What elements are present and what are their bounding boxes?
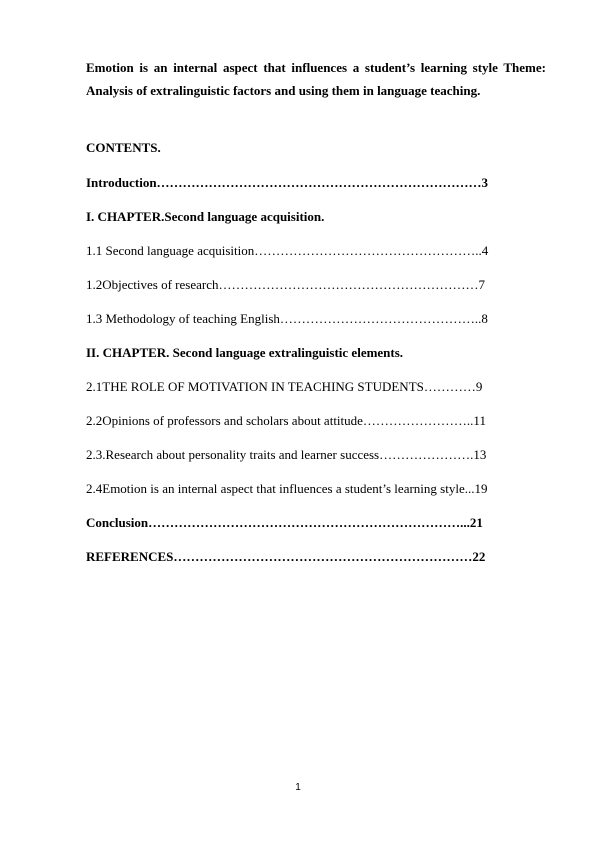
toc-entry-2-1: 2.1THE ROLE OF MOTIVATION IN TEACHING STUDENTS…………9: [86, 379, 483, 394]
toc-entry-2-4: 2.4Emotion is an internal aspect that influences a student’s learning style...19: [86, 481, 488, 496]
page-number: 1: [295, 782, 301, 793]
toc-entry-2-2: 2.2Opinions of professors and scholars about attitude……………………..11: [86, 413, 486, 428]
document-title: Emotion is an internal aspect that influences a student’s learning style Theme: Analysis of extralinguistic factors and using them in language teaching.: [86, 60, 546, 98]
toc-entry-introduction: Introduction…………………………………………………………………3: [86, 175, 489, 190]
contents-heading: CONTENTS.: [86, 140, 161, 155]
toc-entry-references: REFERENCES……………………………………………………………22: [86, 549, 486, 564]
toc-entry-1-3: 1.3 Methodology of teaching English………………………………………..8: [86, 311, 488, 326]
toc-entry-1-2: 1.2Objectives of research……………………………………………………7: [86, 277, 485, 292]
toc-entry-1-1: 1.1 Second language acquisition……………………………………………..4: [86, 243, 489, 258]
toc-entry-2-3: 2.3.Research about personality traits and learner success………………….13: [86, 447, 487, 462]
toc-entry-chapter-2: II. CHAPTER. Second language extralinguistic elements.: [86, 345, 404, 360]
toc-entry-chapter-1: I. CHAPTER.Second language acquisition.: [86, 209, 325, 224]
toc-entry-conclusion: Conclusion………………………………………………………………...21: [86, 515, 483, 530]
